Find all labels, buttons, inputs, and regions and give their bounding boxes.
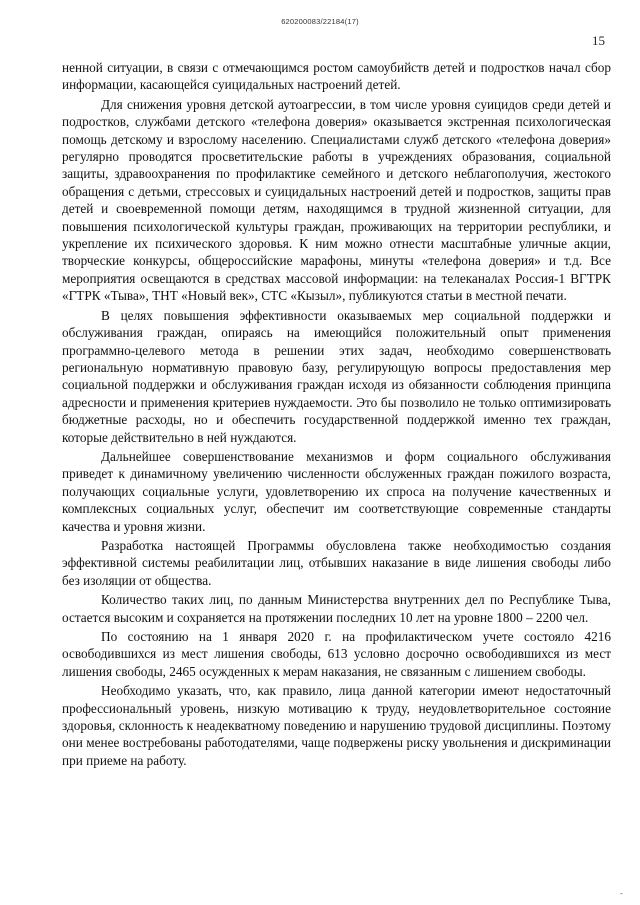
paragraph-helpline-services: Для снижения уровня детской аутоагрессии, в том числе уровня суицидов среди детей и подростков, службами детского «телефона доверия» оказывается экстренная психологическая помощь детскому и взрослому населению. Специалистами служб детского «телефона доверия» регулярно проводятся просветительские работы в учреждениях образования, социальной защиты, здравоохранения по профилактике семейного и детского неблагополучия, жестокого обращения с детьми, стрессовых и суицидальных настроений детей и подростков, защиты прав детей и своевременной помощи детям, находящимся в трудной жизненной ситуации, для повышения психологической культуры граждан, проживающих на территории республики, и укрепление их психического здоровья. К ним можно отнести масштабные уличные акции, творческие конкурсы, общероссийские марафоны, минуты «телефона доверия» и т.д. Все мероприятия освещаются в средствах массовой информации: на телеканалах Россия-1 ВГТРК «ГТРК «Тыва», ТНТ «Новый век», СТС «Кызыл», публикуются статьи в местной печати. [62, 96, 611, 304]
page-number: 15 [592, 33, 605, 48]
paragraph-program-rationale: Разработка настоящей Программы обусловлена также необходимостью создания эффективной системы реабилитации лиц, отбывших наказание в виде лишения свободы либо без изоляции от общества. [62, 537, 611, 588]
document-body [62, 59, 611, 771]
paragraph-offender-count: Количество таких лиц, по данным Министерства внутренних дел по Республике Тыва, остается высоким и сохраняется на протяжении последних 10 лет на уровне 1800 – 2200 чел. [62, 592, 611, 625]
paragraph-social-support-efficiency: В целях повышения эффективности оказываемых мер социальной поддержки и обслуживания граждан, опираясь на имеющийся положительный опыт применения программно-целевого метода в решении этих задач, необходимо совершенствовать региональную нормативную правовую базу, регулирующую вопросы предоставления мер социальной поддержки и обслуживания граждан исходя из обязанности соблюдения принципа адресности и применения критериев нуждаемости. Это бы позволило не только оптимизировать бюджетные расходы, но и обеспечить государственной поддержкой именно тех граждан, которые действительно в ней нуждаются. [62, 307, 611, 445]
corner-mark: - [620, 889, 623, 898]
paragraph-registry-statistics: По состоянию на 1 января 2020 г. на профилактическом учете состояло 4216 освободившихся из мест лишения свободы, 613 условно досрочно освободившихся из мест лишения свободы, 2465 осужденных к мерам наказания, не связанным с лишением свободы. [62, 629, 611, 679]
paragraph-employment-barriers: Необходимо указать, что, как правило, лица данной категории имеют недостаточный профессиональный уровень, низкую мотивацию к труду, неудовлетворительное состояние здоровья, склонность к неадекватному поведению и нарушению трудовой дисциплины. Поэтому они менее востребованы работодателями, чаще подвержены риску увольнения и дискриминации при приеме на работу. [62, 683, 611, 768]
paragraph-social-service-improvement: Дальнейшее совершенствование механизмов и форм социального обслуживания приведет к динамичному увеличению численности обслуженных граждан пожилого возраста, получающих социальные услуги, удовлетворению их спроса на получение качественных и комплексных социальных услуг, обеспечит им соответствующие современные стандарты качества и уровня жизни. [62, 448, 611, 534]
document-id: 620200083/22184(17) [281, 17, 359, 26]
paragraph-continuation: ненной ситуации, в связи с отмечающимся ростом самоубийств детей и подростков начал сбор информации, касающейся суицидальных настроений детей. [62, 60, 611, 93]
